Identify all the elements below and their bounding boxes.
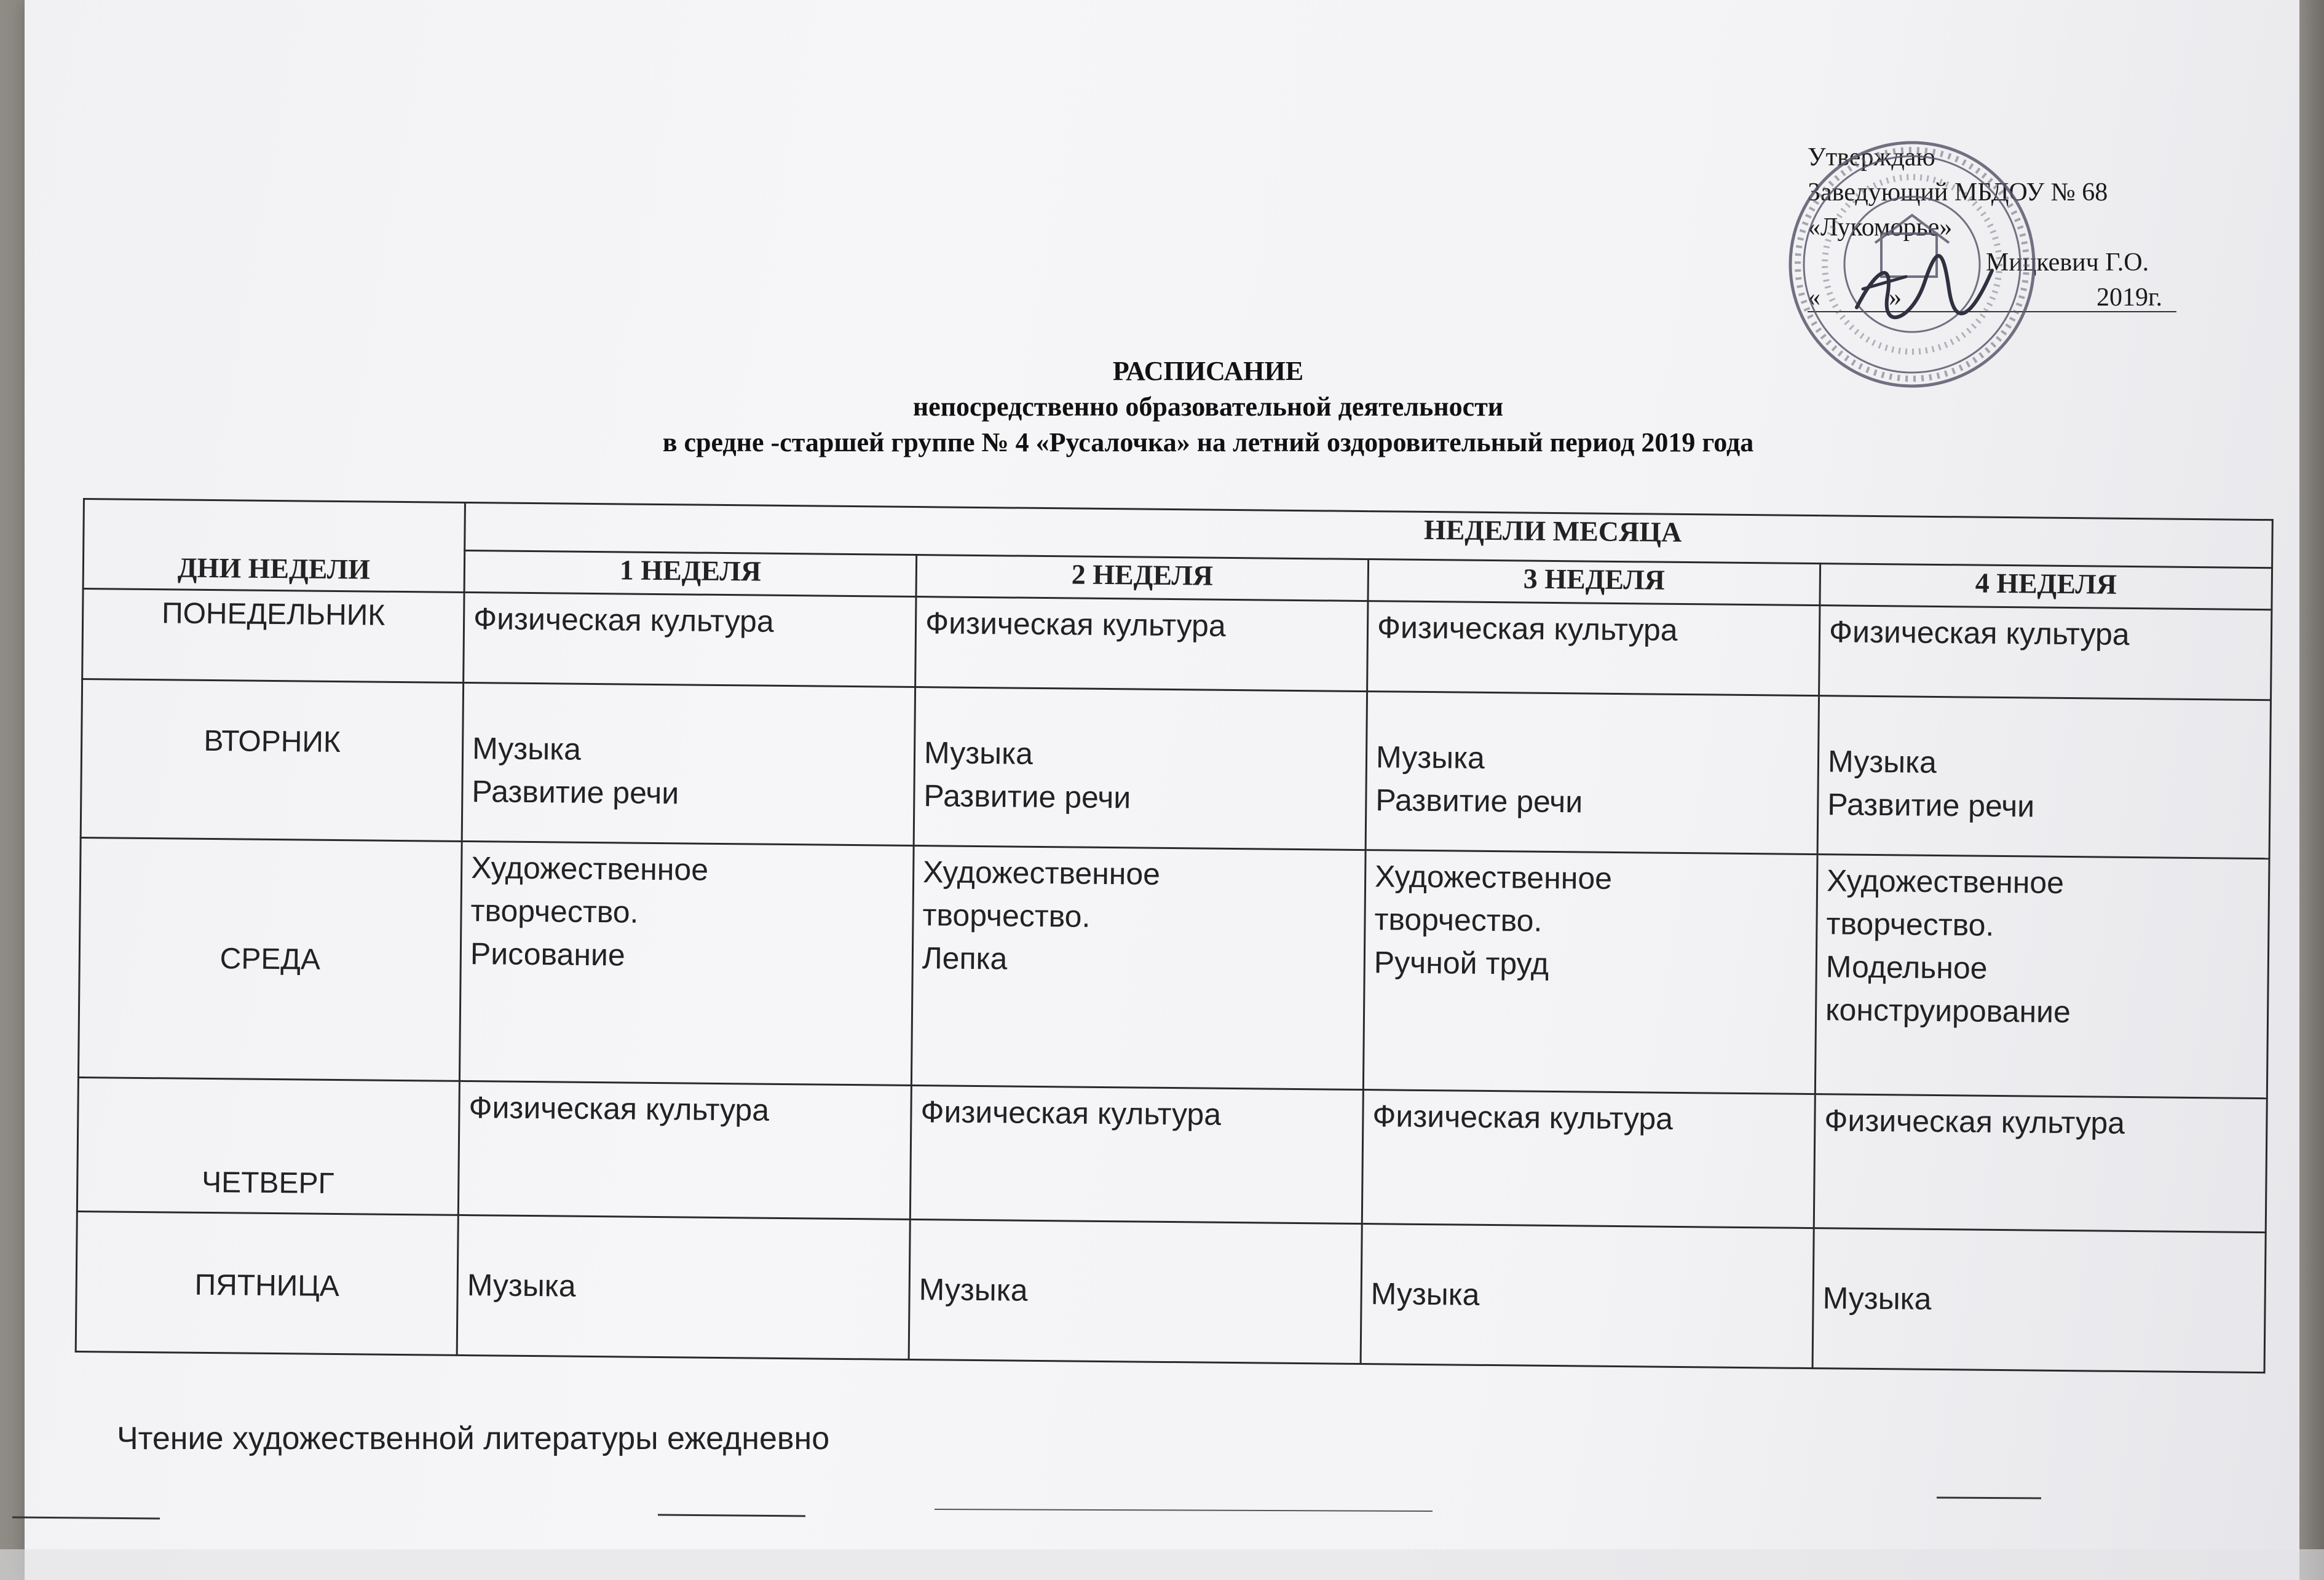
cell-line: Модельное [1825,949,1988,986]
header-weeks: НЕДЕЛИ МЕСЯЦА [465,502,2273,567]
approval-title: Утверждаю [1808,143,1935,172]
cell-line: Развитие речи [472,773,679,811]
cell-line: Физическая культура [1377,610,1678,647]
cell-line: Физическая культура [920,1094,1222,1132]
header-week-2: 2 НЕДЕЛЯ [916,555,1369,601]
cell-line: Музыка [467,1268,576,1304]
day-tuesday: ВТОРНИК [81,679,463,841]
table-row-wednesday [78,838,2269,1099]
cell-wednesday-week1 [459,842,914,1086]
desk-edge [2299,0,2324,1580]
cell-line: творчество. [922,898,1091,934]
cell-line: Физическая культура [1372,1099,1674,1137]
signature [1851,234,1998,326]
cell-line: Художественное [1826,863,2065,901]
cell-line: Музыка [1375,739,1485,775]
cell-friday-week4 [1812,1228,2266,1373]
cell-tuesday-week3 [1366,691,1819,854]
cell-line: Рисование [470,936,625,973]
cell-monday-week3 [1367,601,1820,695]
table-row-friday [76,1211,2266,1372]
cell-line: Лепка [922,941,1008,976]
cell-tuesday-week1 [462,682,915,845]
day-thursday: ЧЕТВЕРГ [77,1078,459,1215]
approval-date-close: » [1889,283,1902,312]
day-wednesday: СРЕДА [78,838,462,1081]
cell-line: Музыка [1822,1281,1932,1317]
cell-line: Музыка [1827,744,1937,780]
cell-line: Музыка [923,735,1034,771]
cell-monday-week2 [915,596,1368,691]
cell-thursday-week1 [458,1081,911,1220]
day-friday: ПЯТНИЦА [76,1211,458,1355]
cell-line: Физическая культура [1824,1103,2125,1141]
cell-friday-week1 [457,1215,910,1359]
cell-line: творчество. [1374,902,1543,938]
header-week-1: 1 НЕДЕЛЯ [464,550,917,596]
header-days: ДНИ НЕДЕЛИ [83,499,465,593]
cell-line: Музыка [472,730,582,767]
cell-line: Развитие речи [1375,782,1583,820]
cell-friday-week2 [909,1219,1362,1364]
schedule-table [75,498,2274,1373]
approval-position: Заведующий МБДОУ № 68 [1808,178,2108,207]
scan-artifacts [0,1488,2324,1580]
approval-name: Мицкевич Г.О. [1986,248,2149,277]
cell-line: творчество. [470,893,639,930]
cell-line: Ручной труд [1373,945,1549,982]
table-row-tuesday [81,679,2271,859]
footer-note: Чтение художественной литературы ежедневно [117,1421,830,1456]
cell-line: творчество. [1826,906,1994,942]
day-monday: ПОНЕДЕЛЬНИК [82,588,464,682]
title-subtitle: непосредственно образовательной деятельности [912,392,1504,422]
cell-thursday-week3 [1362,1090,1815,1228]
header-week-4: 4 НЕДЕЛЯ [1820,564,2272,610]
cell-line: Художественное [922,855,1161,891]
cell-line: Музыка [919,1272,1028,1308]
approval-institution: «Лукоморье» [1808,213,1953,242]
cell-tuesday-week4 [1817,695,2271,858]
cell-wednesday-week2 [911,846,1366,1090]
cell-line: Физическая культура [925,606,1226,643]
cell-wednesday-week4 [1815,855,2269,1099]
title-main: РАСПИСАНИЕ [1112,356,1304,386]
cell-wednesday-week3 [1363,850,1817,1094]
cell-line: Развитие речи [1827,787,2035,824]
cell-line: Музыка [1370,1276,1480,1313]
cell-line: Физическая культура [473,601,774,639]
cell-line: Развитие речи [923,778,1131,815]
cell-tuesday-week2 [914,687,1367,850]
cell-line: конструирование [1825,992,2071,1030]
document-title [455,354,1961,460]
cell-thursday-week4 [1814,1094,2267,1233]
cell-friday-week3 [1361,1224,1814,1369]
cell-line: Художественное [1374,859,1613,896]
cell-thursday-week2 [910,1086,1363,1224]
approval-year: 2019г. [2097,283,2162,312]
approval-date-open: « [1808,283,1820,312]
table-row-thursday [77,1078,2267,1233]
cell-line: Физическая культура [468,1090,770,1128]
header-week-3: 3 НЕДЕЛЯ [1368,559,1820,606]
cell-monday-week4 [1819,606,2272,700]
cell-line: Художественное [470,850,709,887]
cell-line: Физическая культура [1828,614,2130,652]
cell-monday-week1 [464,592,916,687]
title-group: в средне -старшей группе № 4 «Русалочка» на летний оздоровительный период 2019 года [662,427,1754,457]
